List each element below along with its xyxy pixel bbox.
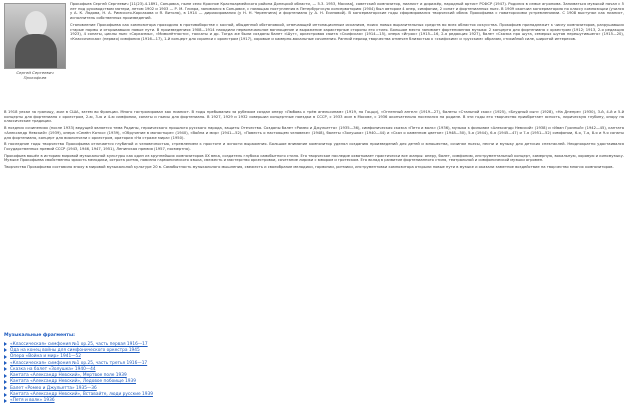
music-item[interactable] bbox=[4, 341, 153, 347]
play-icon bbox=[4, 342, 7, 346]
portrait-caption-line2: Прокофьев bbox=[23, 74, 47, 80]
play-icon bbox=[4, 386, 7, 390]
music-link[interactable]: Кантата «Александр Невский», Мертвое поле 1939 bbox=[10, 373, 127, 379]
music-link[interactable]: Опера «Война и мир» 1941—52 bbox=[10, 354, 81, 360]
play-icon bbox=[4, 374, 7, 378]
paragraph-4: В поздних сочинениях (после 1933) ведущей является тема Родины, героического прошлого русского народа, защиты Отечества. Созданы балет «Ромео и Джульетта» (1935—36), симфоническая сказка «Петя и волк» (1936), музыка к фильмам «Александр Невский» (1938) и «Иван Грозный» (1942—45), кантата «Александр Невский» (1939), опера «Семён Котко» (1939), «Обручение в монастыре» (1940), «Война и мир» (1941—52), «Повесть о настоящем человеке» (1948), балеты «Золушка» (1940—44) и «Сказ о каменном цветке» (1948—50), 5-я (1944), 6-я (1945—47) и 7-я (1951—52) симфонии, 6-я, 7-я, 8-я и 9-я сонаты для фортепиано, концерт для виолончели с оркестром, оратория «На страже мира» (1950). bbox=[4, 126, 624, 140]
play-icon bbox=[4, 348, 7, 352]
play-icon bbox=[4, 367, 7, 371]
music-item[interactable] bbox=[4, 347, 153, 353]
music-fragments-title: Музыкальные фрагменты: bbox=[4, 333, 75, 338]
paragraph-7: Творчество Прокофьева составило эпоху в мировой музыкальной культуре 20 в. Самобытность музыкального мышления, свежесть и своеобразие мелодики, гармонии, ритмики, инструментовки композитора открыли новые пути в музыке и оказали заметное воздействие на творчество многих композиторов. bbox=[4, 165, 614, 170]
portrait-block bbox=[4, 3, 66, 87]
portrait-caption bbox=[4, 71, 66, 80]
paragraph-5: В последние годы творчество Прокофьева отличается глубиной и человечностью, стремлением к простоте и ясности выражения. Большое внимание композитор уделял созданию произведений для детей и юношества, сочинял пьесы, песни и музыку для детских спектаклей. Неоднократно удостаивался Государственных премий СССР (1943, 1946, 1947, 1951), Ленинская премия (1957, посмертно). bbox=[4, 142, 624, 151]
play-icon bbox=[4, 393, 7, 397]
article-side-column bbox=[70, 2, 624, 44]
music-link[interactable]: Балет «Ромео и Джульетта» 1935—36 bbox=[10, 385, 97, 391]
music-link[interactable]: «Классическая» симфония №1 ор.25, часть первая 1916—17 bbox=[10, 341, 148, 347]
article-full-column bbox=[4, 110, 624, 172]
paragraph-2: Становление Прокофьева как композитора проходило в противоборстве с косной, обыденной обстановкой, отвечающей интонационным исканиям, поиск новых выразительных средств во всех областях искусства. Прокофьев принадлежит к числу композиторов, разрушавших старые нормы и открывавших новые пути. В произведениях 1908—1914 находили первоначальное воплощение и выражение характерные стороны его стиля. Большое место занимает фортепианная музыка: 2 концерта для фортепиано с оркестром (1912; 1913, 2-я редакция 1923), 4 сонаты, циклы пьес «Сарказмы», «Мимолётности», токкаты и др. Тогда же были созданы балет «Шут», оркестровая сюита «Скифская» (1914—15), опера «Игрок» (1915—16, 2-я редакция 1927), балет «Сказка про шута, семерых шутов перешутившего» (1915—20), «Классическая» (первая) симфония (1916—17), 1-й концерт для скрипки с оркестром (1917), хоровые и камерно-вокальные сочинения. Ранний период творчества отмечен близостью к «скифским» и «русским» образам, стихийной силе, широтой интересов. bbox=[70, 22, 624, 41]
portrait-body-shape bbox=[15, 34, 57, 69]
music-item[interactable] bbox=[4, 391, 153, 397]
music-fragments-list bbox=[4, 341, 153, 404]
music-link[interactable]: Кантата «Александр Невский», Вставайте, люди русские 1939 bbox=[10, 392, 153, 398]
music-link[interactable]: Кантата «Александр Невский», Ледовое побоище 1939 bbox=[10, 379, 137, 385]
play-icon bbox=[4, 355, 7, 359]
play-icon bbox=[4, 361, 7, 365]
paragraph-1: Прокофьев Сергей Сергеевич [11(23).4.1891, Сонцовка, ныне село Красное Красноармейского района Донецкой области, — 5.3. 1953, Москва], советский композитор, пианист и дирижёр, народный артист РСФСР (1947). Родился в семье агронома. Заниматься музыкой начал с 5 лет под руководством матери, летом 1902 и 1903 — Р. М. Глиэра, занимался в Сонцовке, с помощью поступления в Петербургскую консерваторию (1904) был автором 4 опер, симфонии, 2 сонат и фортепианных пьес. В 1909 окончил консерваторию по классу композиции (учился у А. К. Лядова, Н. А. Римского-Корсакова и Я. Витола), в 1914 — дирижирования (у Н. Н. Черепнина) и фортепиано (у А. Н. Есиповой). В консерваторские годы сформировался творческий облик Прокофьева с новаторскими устремлениями. С 1908 выступал как пианист, исполнитель собственных произведений. bbox=[70, 2, 624, 21]
portrait-caption-line1: Сергей Сергеевич bbox=[16, 70, 54, 75]
paragraph-6: Прокофьев вошёл в историю мировой музыкальной культуры как один из крупнейших композиторов XX века, создатель глубоко самобытного стиля. Его творческое наследие охватывает практически все жанры: оперу, балет, симфонию, инструментальный концерт, камерную, вокальную, хоровую и киномузыку. Музыке Прокофьева свойственны яркость мелодики, острота ритма, новизна гармонического языка, свежесть и мастерство оркестровки, сочетание лирики с юмором и гротеском. Его вклад в развитие фортепианного стиля, театральной и симфонической музыки огромен. bbox=[4, 153, 624, 163]
music-link[interactable]: «Петя и волк» 1936 bbox=[10, 398, 55, 404]
music-link[interactable]: Ода на конец войны для симфонического оркестра 1945 bbox=[10, 347, 140, 353]
portrait-photo bbox=[4, 3, 66, 69]
play-icon bbox=[4, 380, 7, 384]
music-item[interactable] bbox=[4, 379, 153, 385]
paragraph-3: В 1918 уехал за границу, жил в США, затем во Франции. Много гастролировал как пианист. В годы пребывания за рубежом создал оперу «Любовь к трём апельсинам» (1919, по Гоцци), «Огненный ангел» (1919—27), балеты «Стальной скок» (1925), «Блудный сын» (1928), «На Днепре» (1930), 3-й, 4-й и 5-й концерты для фортепиано с оркестром, 2-ю, 3-ю и 4-ю симфонии, сонаты и пьесы для фортепиано. В 1927, 1929 и 1932 совершил концертные поездки в СССР, с 1933 жил в Москве, с 1936 окончательно поселился на родине. В эти годы его творчество приобретает ясность, лирическую глубину, опору на классические традиции. bbox=[4, 110, 624, 124]
music-item[interactable] bbox=[4, 360, 153, 366]
music-link[interactable]: Сказка на балет «Золушка» 1940—44 bbox=[10, 366, 96, 372]
music-link[interactable]: «Классическая» симфония №1 ор.25, часть третья 1916—17 bbox=[10, 360, 148, 366]
